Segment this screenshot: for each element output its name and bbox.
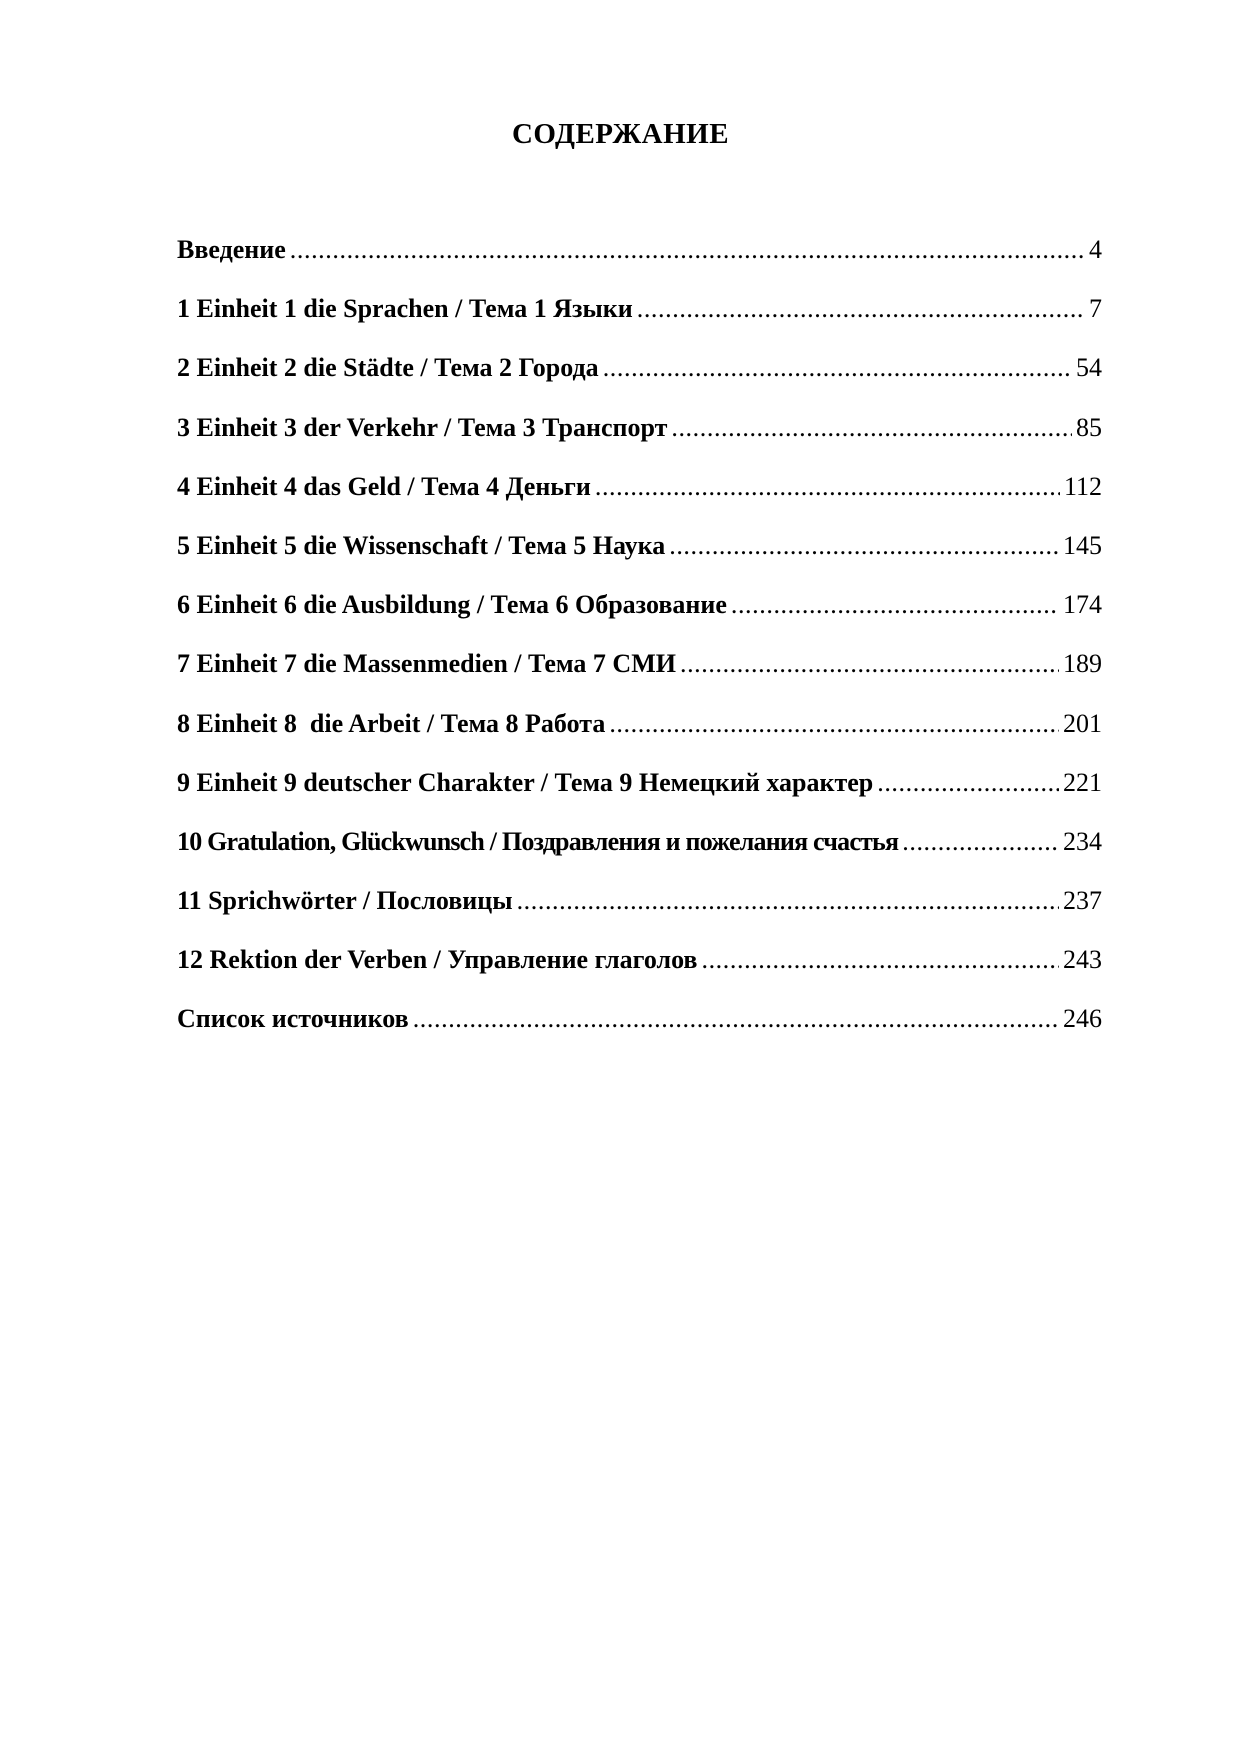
toc-entry-unit-9 bbox=[177, 763, 1102, 822]
dot-leader bbox=[701, 940, 1059, 980]
toc-entry-label: 3 Einheit 3 der Verkehr / Тема 3 Транспорт bbox=[177, 412, 668, 442]
toc-entry-label: 1 Einheit 1 die Sprachen / Тема 1 Языки bbox=[177, 294, 633, 324]
toc-entry-label: 6 Einheit 6 die Ausbildung / Тема 6 Образование bbox=[177, 590, 727, 620]
dot-leader bbox=[877, 763, 1059, 803]
toc-entry-unit-5 bbox=[177, 526, 1102, 585]
toc-entry-label: 10 Gratulation, Glückwunsch / Поздравления и пожелания счастья bbox=[177, 826, 899, 856]
table-of-contents bbox=[177, 230, 1102, 1059]
toc-entry-page-number: 234 bbox=[1063, 826, 1102, 856]
toc-entry-label: 11 Sprichwörter / Пословицы bbox=[177, 886, 513, 916]
toc-entry-unit-4 bbox=[177, 467, 1102, 526]
dot-leader bbox=[603, 348, 1072, 388]
toc-entry-label: 7 Einheit 7 die Massenmedien / Тема 7 СМИ bbox=[177, 649, 676, 679]
toc-entry-page-number: 4 bbox=[1089, 235, 1102, 264]
toc-entry-introduction bbox=[177, 230, 1102, 289]
dot-leader bbox=[902, 822, 1059, 862]
toc-entry-label: 4 Einheit 4 das Geld / Тема 4 Деньги bbox=[177, 471, 591, 501]
dot-leader bbox=[413, 999, 1059, 1039]
toc-entry-label: Введение bbox=[177, 235, 286, 264]
toc-entry-label: 5 Einheit 5 die Wissenschaft / Тема 5 Наука bbox=[177, 530, 666, 560]
toc-entry-page-number: 246 bbox=[1063, 1004, 1102, 1034]
dot-leader bbox=[595, 467, 1060, 507]
toc-entry-unit-8 bbox=[177, 704, 1102, 763]
page-title: СОДЕРЖАНИЕ bbox=[511, 118, 730, 150]
toc-entry-page-number: 221 bbox=[1063, 767, 1102, 797]
toc-entry-label: 8 Einheit 8 die Arbeit / Тема 8 Работа bbox=[177, 708, 606, 738]
dot-leader bbox=[637, 289, 1085, 329]
dot-leader bbox=[680, 644, 1059, 684]
toc-entry-page-number: 85 bbox=[1076, 412, 1102, 442]
toc-entry-page-number: 243 bbox=[1063, 945, 1102, 975]
toc-entry-section-12 bbox=[177, 940, 1102, 999]
toc-entry-label: Список источников bbox=[177, 1004, 409, 1034]
toc-entry-label: 2 Einheit 2 die Städte / Тема 2 Города bbox=[177, 353, 599, 383]
toc-entry-unit-7 bbox=[177, 644, 1102, 703]
dot-leader bbox=[671, 408, 1072, 448]
toc-entry-unit-2 bbox=[177, 348, 1102, 407]
dot-leader bbox=[669, 526, 1059, 566]
toc-entry-page-number: 54 bbox=[1076, 353, 1102, 383]
toc-entry-page-number: 112 bbox=[1063, 471, 1102, 501]
toc-entry-page-number: 189 bbox=[1063, 649, 1102, 679]
toc-entry-sources bbox=[177, 999, 1102, 1058]
toc-entry-page-number: 7 bbox=[1089, 294, 1102, 324]
toc-entry-unit-6 bbox=[177, 585, 1102, 644]
toc-entry-page-number: 145 bbox=[1063, 530, 1102, 560]
dot-leader bbox=[290, 230, 1085, 270]
toc-entry-label: 9 Einheit 9 deutscher Charakter / Тема 9 Немецкий характер bbox=[177, 767, 874, 797]
toc-entry-label: 12 Rektion der Verben / Управление глаголов bbox=[177, 945, 698, 975]
dot-leader bbox=[731, 585, 1059, 625]
toc-entry-page-number: 237 bbox=[1063, 886, 1102, 916]
dot-leader bbox=[609, 704, 1059, 744]
dot-leader bbox=[517, 881, 1059, 921]
toc-entry-unit-1 bbox=[177, 289, 1102, 348]
toc-entry-section-11 bbox=[177, 881, 1102, 940]
toc-entry-page-number: 174 bbox=[1063, 590, 1102, 620]
toc-entry-unit-3 bbox=[177, 408, 1102, 467]
toc-entry-section-10 bbox=[177, 822, 1102, 881]
toc-entry-page-number: 201 bbox=[1063, 708, 1102, 738]
